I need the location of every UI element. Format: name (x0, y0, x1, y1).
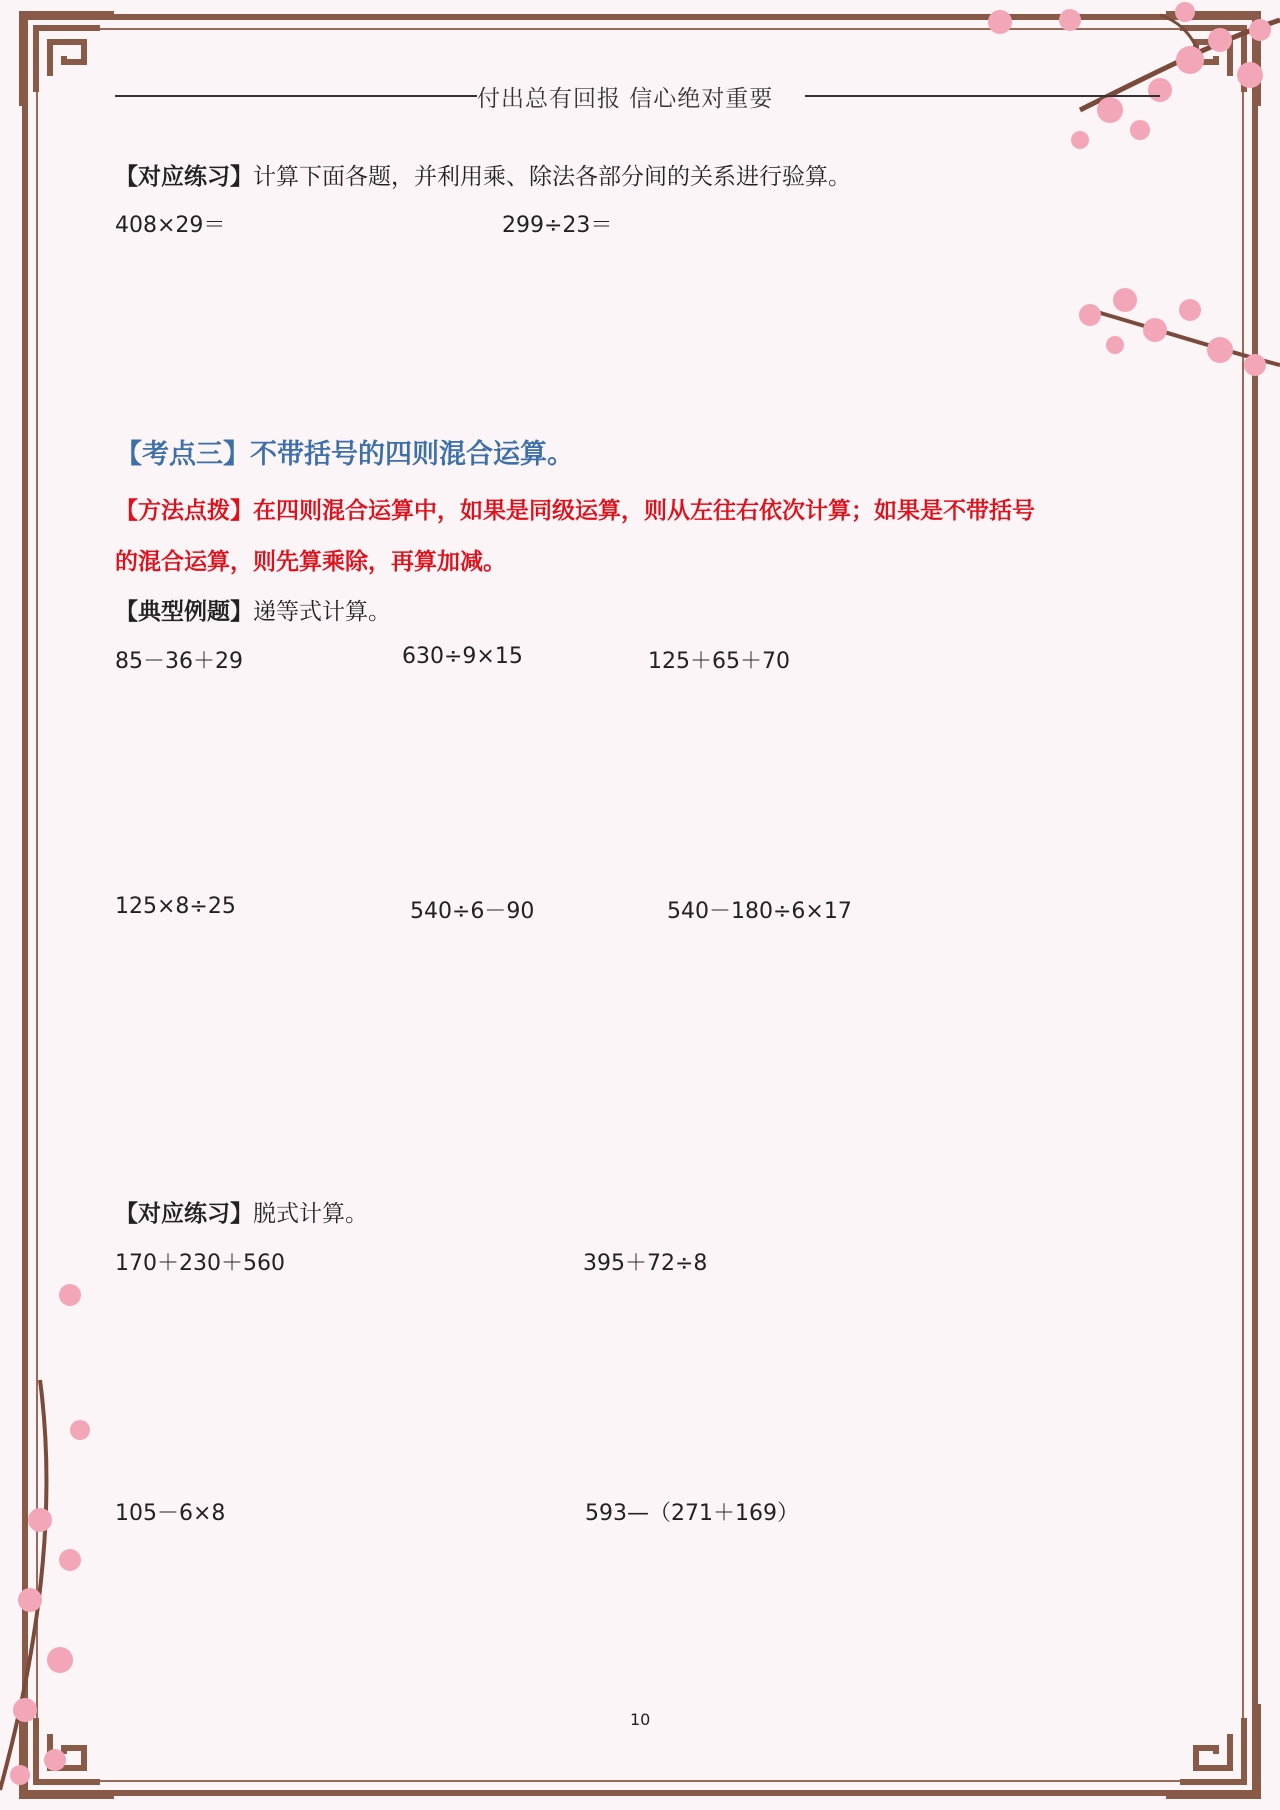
practice-tag: 【对应练习】 (115, 164, 253, 190)
header-motto: 付出总有回报 信心绝对重要 (477, 86, 774, 112)
method-tip-line1 (115, 492, 1035, 525)
example-problem: 125＋65＋70 (648, 649, 790, 674)
practice-problem: 593—（271＋169） (585, 1501, 799, 1526)
fret-corner-ornament (14, 6, 124, 116)
example-instruction (115, 593, 391, 626)
practice-text: 计算下面各题，并利用乘、除法各部分间的关系进行验算。 (253, 164, 851, 190)
practice-problem: 105－6×8 (115, 1501, 226, 1526)
example-problem: 630÷9×15 (402, 644, 523, 669)
practice-problem: 170＋230＋560 (115, 1251, 285, 1276)
header-divider-right (805, 95, 1160, 97)
example-tag: 【典型例题】 (115, 599, 253, 625)
example-problem: 85－36＋29 (115, 649, 243, 674)
section-title: 【考点三】不带括号的四则混合运算。 (115, 439, 574, 470)
method-tag: 【方法点拨】 (115, 498, 253, 524)
practice-instruction-2 (115, 1195, 368, 1228)
practice-problem: 408×29＝ (115, 213, 226, 238)
method-text-1: 在四则混合运算中，如果是同级运算，则从左往右依次计算；如果是不带括号 (253, 498, 1035, 524)
example-problem: 540－180÷6×17 (667, 899, 852, 924)
fret-corner-ornament (1156, 1694, 1266, 1804)
practice-problem: 299÷23＝ (502, 213, 613, 238)
method-tip-line2: 的混合运算，则先算乘除，再算加减。 (115, 549, 506, 575)
practice-text-2: 脱式计算。 (253, 1201, 368, 1227)
cherry-blossom-branch-icon (0, 1230, 130, 1810)
header-divider-left (115, 95, 477, 97)
example-text: 递等式计算。 (253, 599, 391, 625)
page-number: 10 (630, 1710, 651, 1729)
practice-tag-2: 【对应练习】 (115, 1201, 253, 1227)
example-problem: 125×8÷25 (115, 894, 236, 919)
cherry-blossom-branch-icon (1070, 270, 1280, 400)
example-problem: 540÷6－90 (410, 899, 535, 924)
practice-problem: 395＋72÷8 (583, 1251, 708, 1276)
practice-instruction (115, 158, 851, 191)
